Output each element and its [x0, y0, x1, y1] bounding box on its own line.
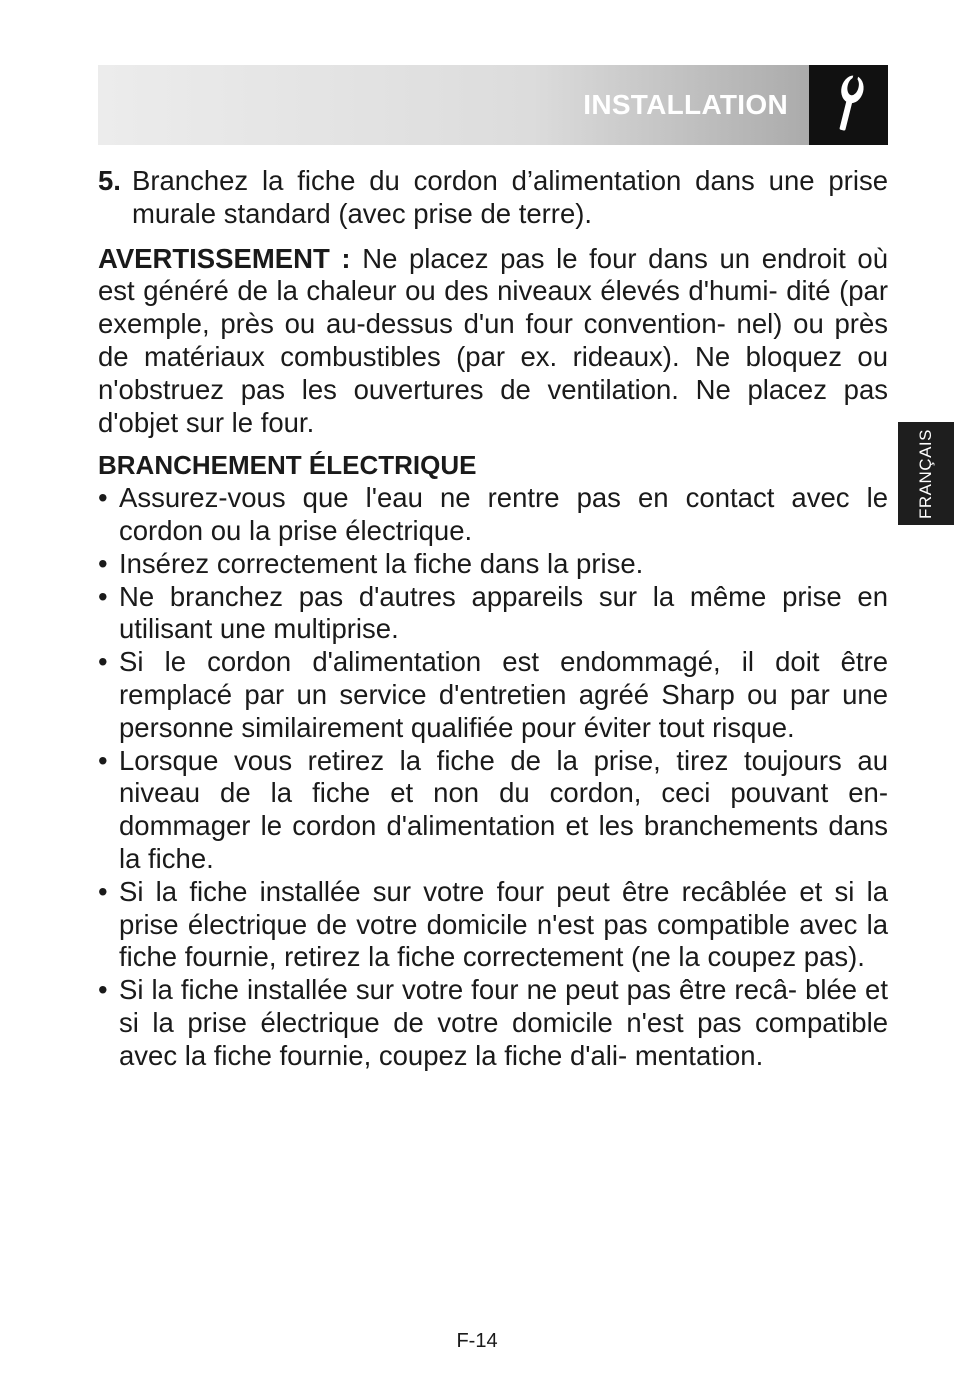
list-item-text: Assurez-vous que l'eau ne rentre pas en contact avec le cordon ou la prise électrique. — [119, 482, 888, 546]
bullet-mark: • — [98, 646, 108, 678]
list-item-text: Ne branchez pas d'autres appareils sur la même prise en utilisant une multiprise. — [119, 580, 888, 645]
warning-paragraph — [98, 243, 888, 440]
list-item — [98, 646, 888, 744]
bullet-mark: • — [98, 875, 108, 907]
step-number: 5. — [98, 165, 121, 196]
list-item — [98, 974, 888, 1072]
list-item-text: Si le cordon d'alimentation est endommagé, il doit être remplacé par un service d'entretien agréé Sharp ou par une personne similairement qualifiée pour éviter tout risque. — [119, 646, 888, 743]
bullet-mark: • — [98, 974, 108, 1006]
section-header — [98, 65, 888, 145]
list-item-text: Insérez correctement la fiche dans la prise. — [119, 547, 644, 579]
header-badge — [809, 65, 888, 145]
warning-text: Ne placez pas le four dans un endroit où est généré de la chaleur ou des niveaux élevés d'humi- dité (par exemple, près ou au-dessus d'un four convention- nel) ou près de matériaux combustibles (par ex. rideaux). Ne bloquez ou n'obstruez pas les ouvertures de ventilation. Ne placez pas d'objet sur le four. — [98, 242, 889, 438]
list-item — [98, 548, 888, 581]
step-text: Branchez la fiche du cordon d’alimentation dans une prise murale standard (avec prise de terre). — [132, 165, 888, 229]
language-tab — [898, 422, 954, 525]
wrench-icon — [809, 65, 888, 145]
bullet-mark: • — [98, 580, 108, 612]
list-item-text: Si la fiche installée sur votre four peut être recâblée et si la prise électrique de votre domicile n'est pas compatible avec la fiche fournie, retirez la fiche correctement (ne la coupez pas). — [119, 875, 888, 973]
page-number: F-14 — [456, 1330, 498, 1352]
language-label: FRANÇAIS — [916, 429, 935, 519]
bullet-mark: • — [98, 482, 108, 514]
list-item — [98, 581, 888, 647]
step-5 — [98, 165, 888, 231]
bullet-mark: • — [98, 547, 108, 579]
list-item-text: Lorsque vous retirez la fiche de la prise, tirez toujours au niveau de la fiche et non du cordon, ceci pouvant en- dommager le cordon d'alimentation et les branchements dans la fiche. — [119, 744, 888, 874]
list-item — [98, 482, 888, 548]
warning-label: AVERTISSEMENT : — [98, 242, 351, 274]
section-title: INSTALLATION — [583, 89, 788, 120]
list-item-text: Si la fiche installée sur votre four ne peut pas être recâ- blée et si la prise électrique de votre domicile n'est pas compatible avec la fiche fournie, coupez la fiche d'ali- mentation. — [119, 974, 888, 1071]
electrical-bullet-list — [98, 482, 888, 1072]
bullet-mark: • — [98, 744, 108, 776]
list-item — [98, 745, 888, 876]
page-content — [98, 165, 888, 1073]
list-item — [98, 876, 888, 974]
electrical-section-title: BRANCHEMENT ÉLECTRIQUE — [98, 450, 477, 481]
